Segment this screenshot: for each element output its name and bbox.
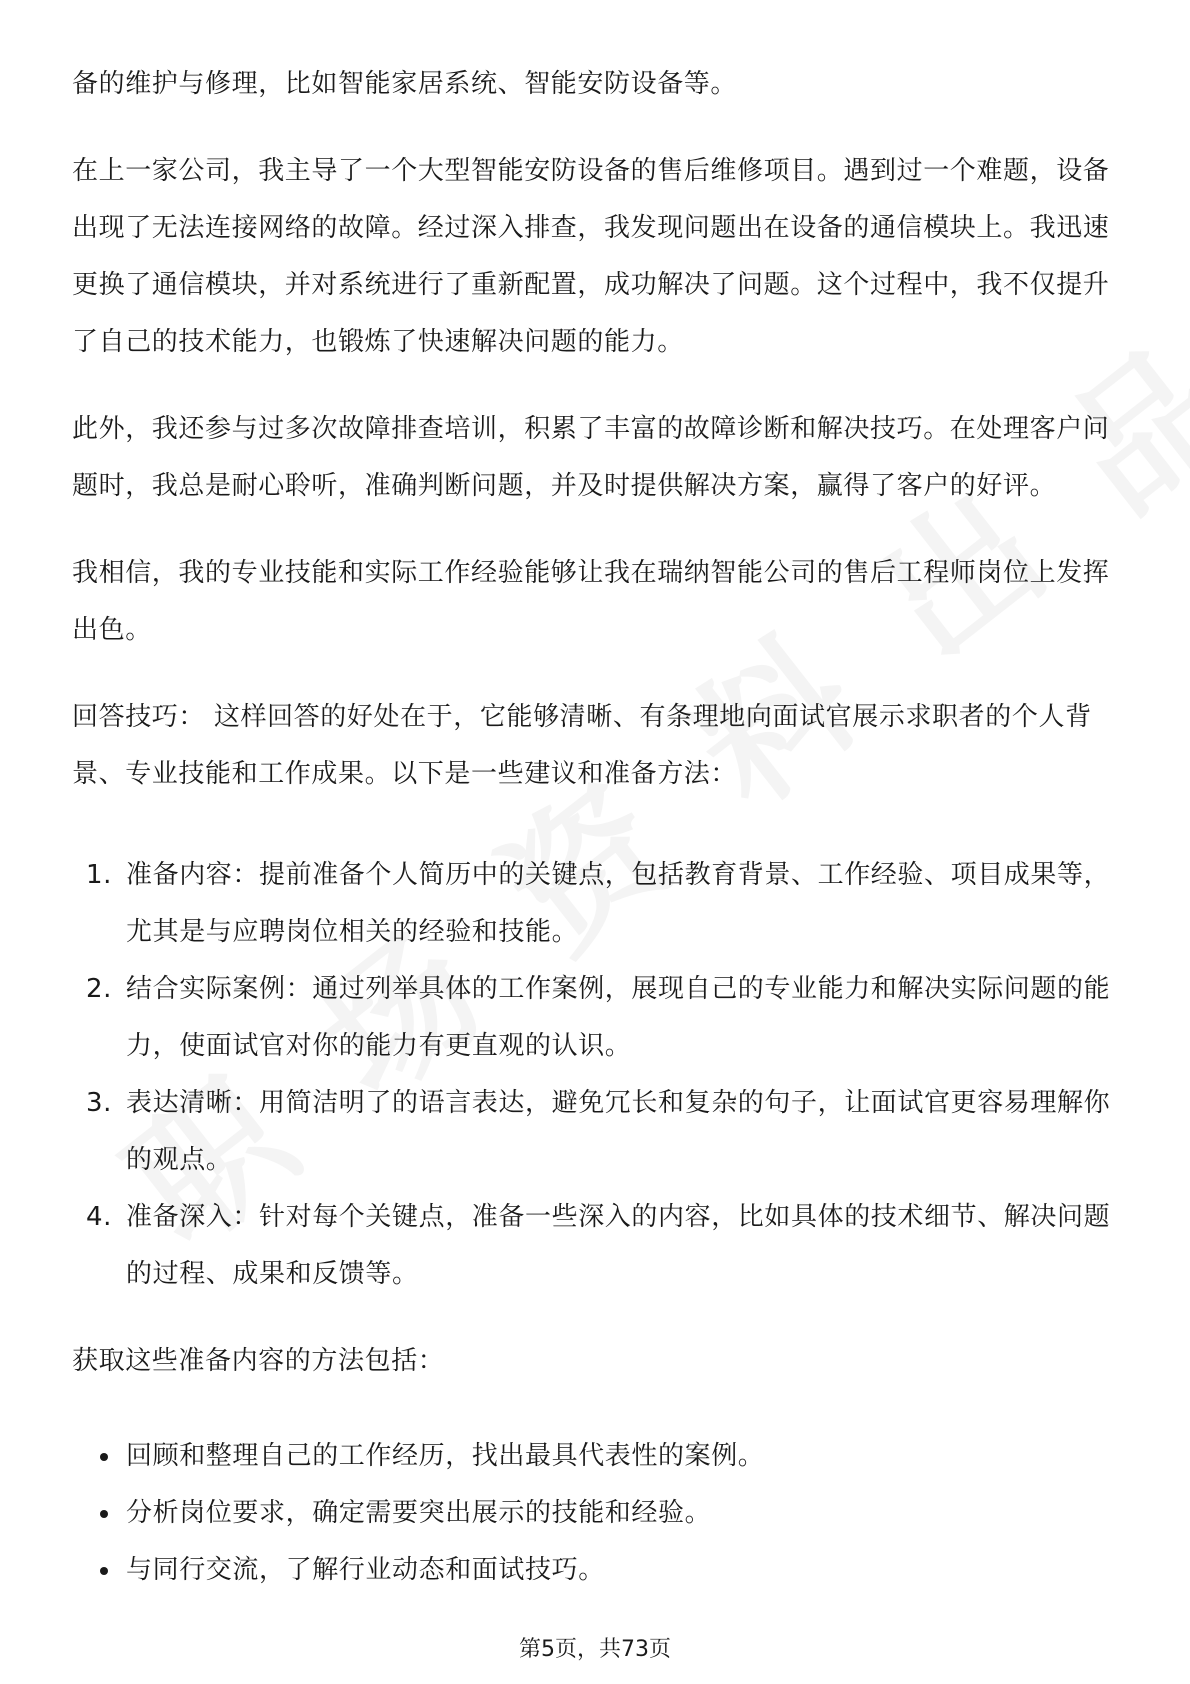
list-item: [72, 1428, 1122, 1485]
bullet-icon: [100, 1567, 108, 1575]
paragraph-methods-intro: 获取这些准备内容的方法包括：: [72, 1346, 445, 1376]
list-item: [72, 1542, 1122, 1599]
bullet-list: [72, 1428, 1122, 1599]
numbered-list: [72, 847, 1122, 1303]
list-item: [72, 1075, 1122, 1189]
list-number: 1.: [86, 860, 113, 890]
paragraph-continuation: 备的维护与修理，比如智能家居系统、智能安防设备等。: [72, 69, 738, 99]
list-item: [72, 1485, 1122, 1542]
paragraph-training: 此外，我还参与过多次故障排查培训，积累了丰富的故障诊断和解决技巧。在处理客户问题时，我总是耐心聆听，准确判断问题，并及时提供解决方案，赢得了客户的好评。: [72, 414, 1110, 501]
paragraph-answer-tips: 回答技巧： 这样回答的好处在于，它能够清晰、有条理地向面试官展示求职者的个人背景、专业技能和工作成果。以下是一些建议和准备方法：: [72, 702, 1092, 789]
list-item: [72, 1189, 1122, 1303]
bullet-icon: [100, 1453, 108, 1461]
page-number: 第5页，共73页: [519, 1637, 671, 1662]
list-item: [72, 961, 1122, 1075]
list-item-text: 分析岗位要求，确定需要突出展示的技能和经验。: [126, 1498, 712, 1528]
paragraph-conclusion: 我相信，我的专业技能和实际工作经验能够让我在瑞纳智能公司的售后工程师岗位上发挥出色。: [72, 558, 1110, 645]
list-number: 2.: [86, 974, 113, 1004]
list-item-text: 表达清晰：用简洁明了的语言表达，避免冗长和复杂的句子，让面试官更容易理解你的观点。: [126, 1088, 1111, 1175]
list-number: 3.: [86, 1088, 113, 1118]
bullet-icon: [100, 1510, 108, 1518]
list-item-text: 与同行交流，了解行业动态和面试技巧。: [126, 1555, 605, 1585]
list-item-text: 结合实际案例：通过列举具体的工作案例，展现自己的专业能力和解决实际问题的能力，使面试官对你的能力有更直观的认识。: [126, 974, 1111, 1061]
paragraph-project-experience: 在上一家公司，我主导了一个大型智能安防设备的售后维修项目。遇到过一个难题，设备出现了无法连接网络的故障。经过深入排查，我发现问题出在设备的通信模块上。我迅速更换了通信模块，并对系统进行了重新配置，成功解决了问题。这个过程中，我不仅提升了自己的技术能力，也锻炼了快速解决问题的能力。: [72, 156, 1110, 357]
list-item-text: 回顾和整理自己的工作经历，找出最具代表性的案例。: [126, 1441, 765, 1471]
document-body: [72, 56, 1122, 1599]
list-item-text: 准备深入：针对每个关键点，准备一些深入的内容，比如具体的技术细节、解决问题的过程、成果和反馈等。: [126, 1202, 1111, 1289]
list-item-text: 准备内容：提前准备个人简历中的关键点，包括教育背景、工作经验、项目成果等，尤其是与应聘岗位相关的经验和技能。: [126, 860, 1111, 947]
list-item: [72, 847, 1122, 961]
list-number: 4.: [86, 1202, 113, 1232]
